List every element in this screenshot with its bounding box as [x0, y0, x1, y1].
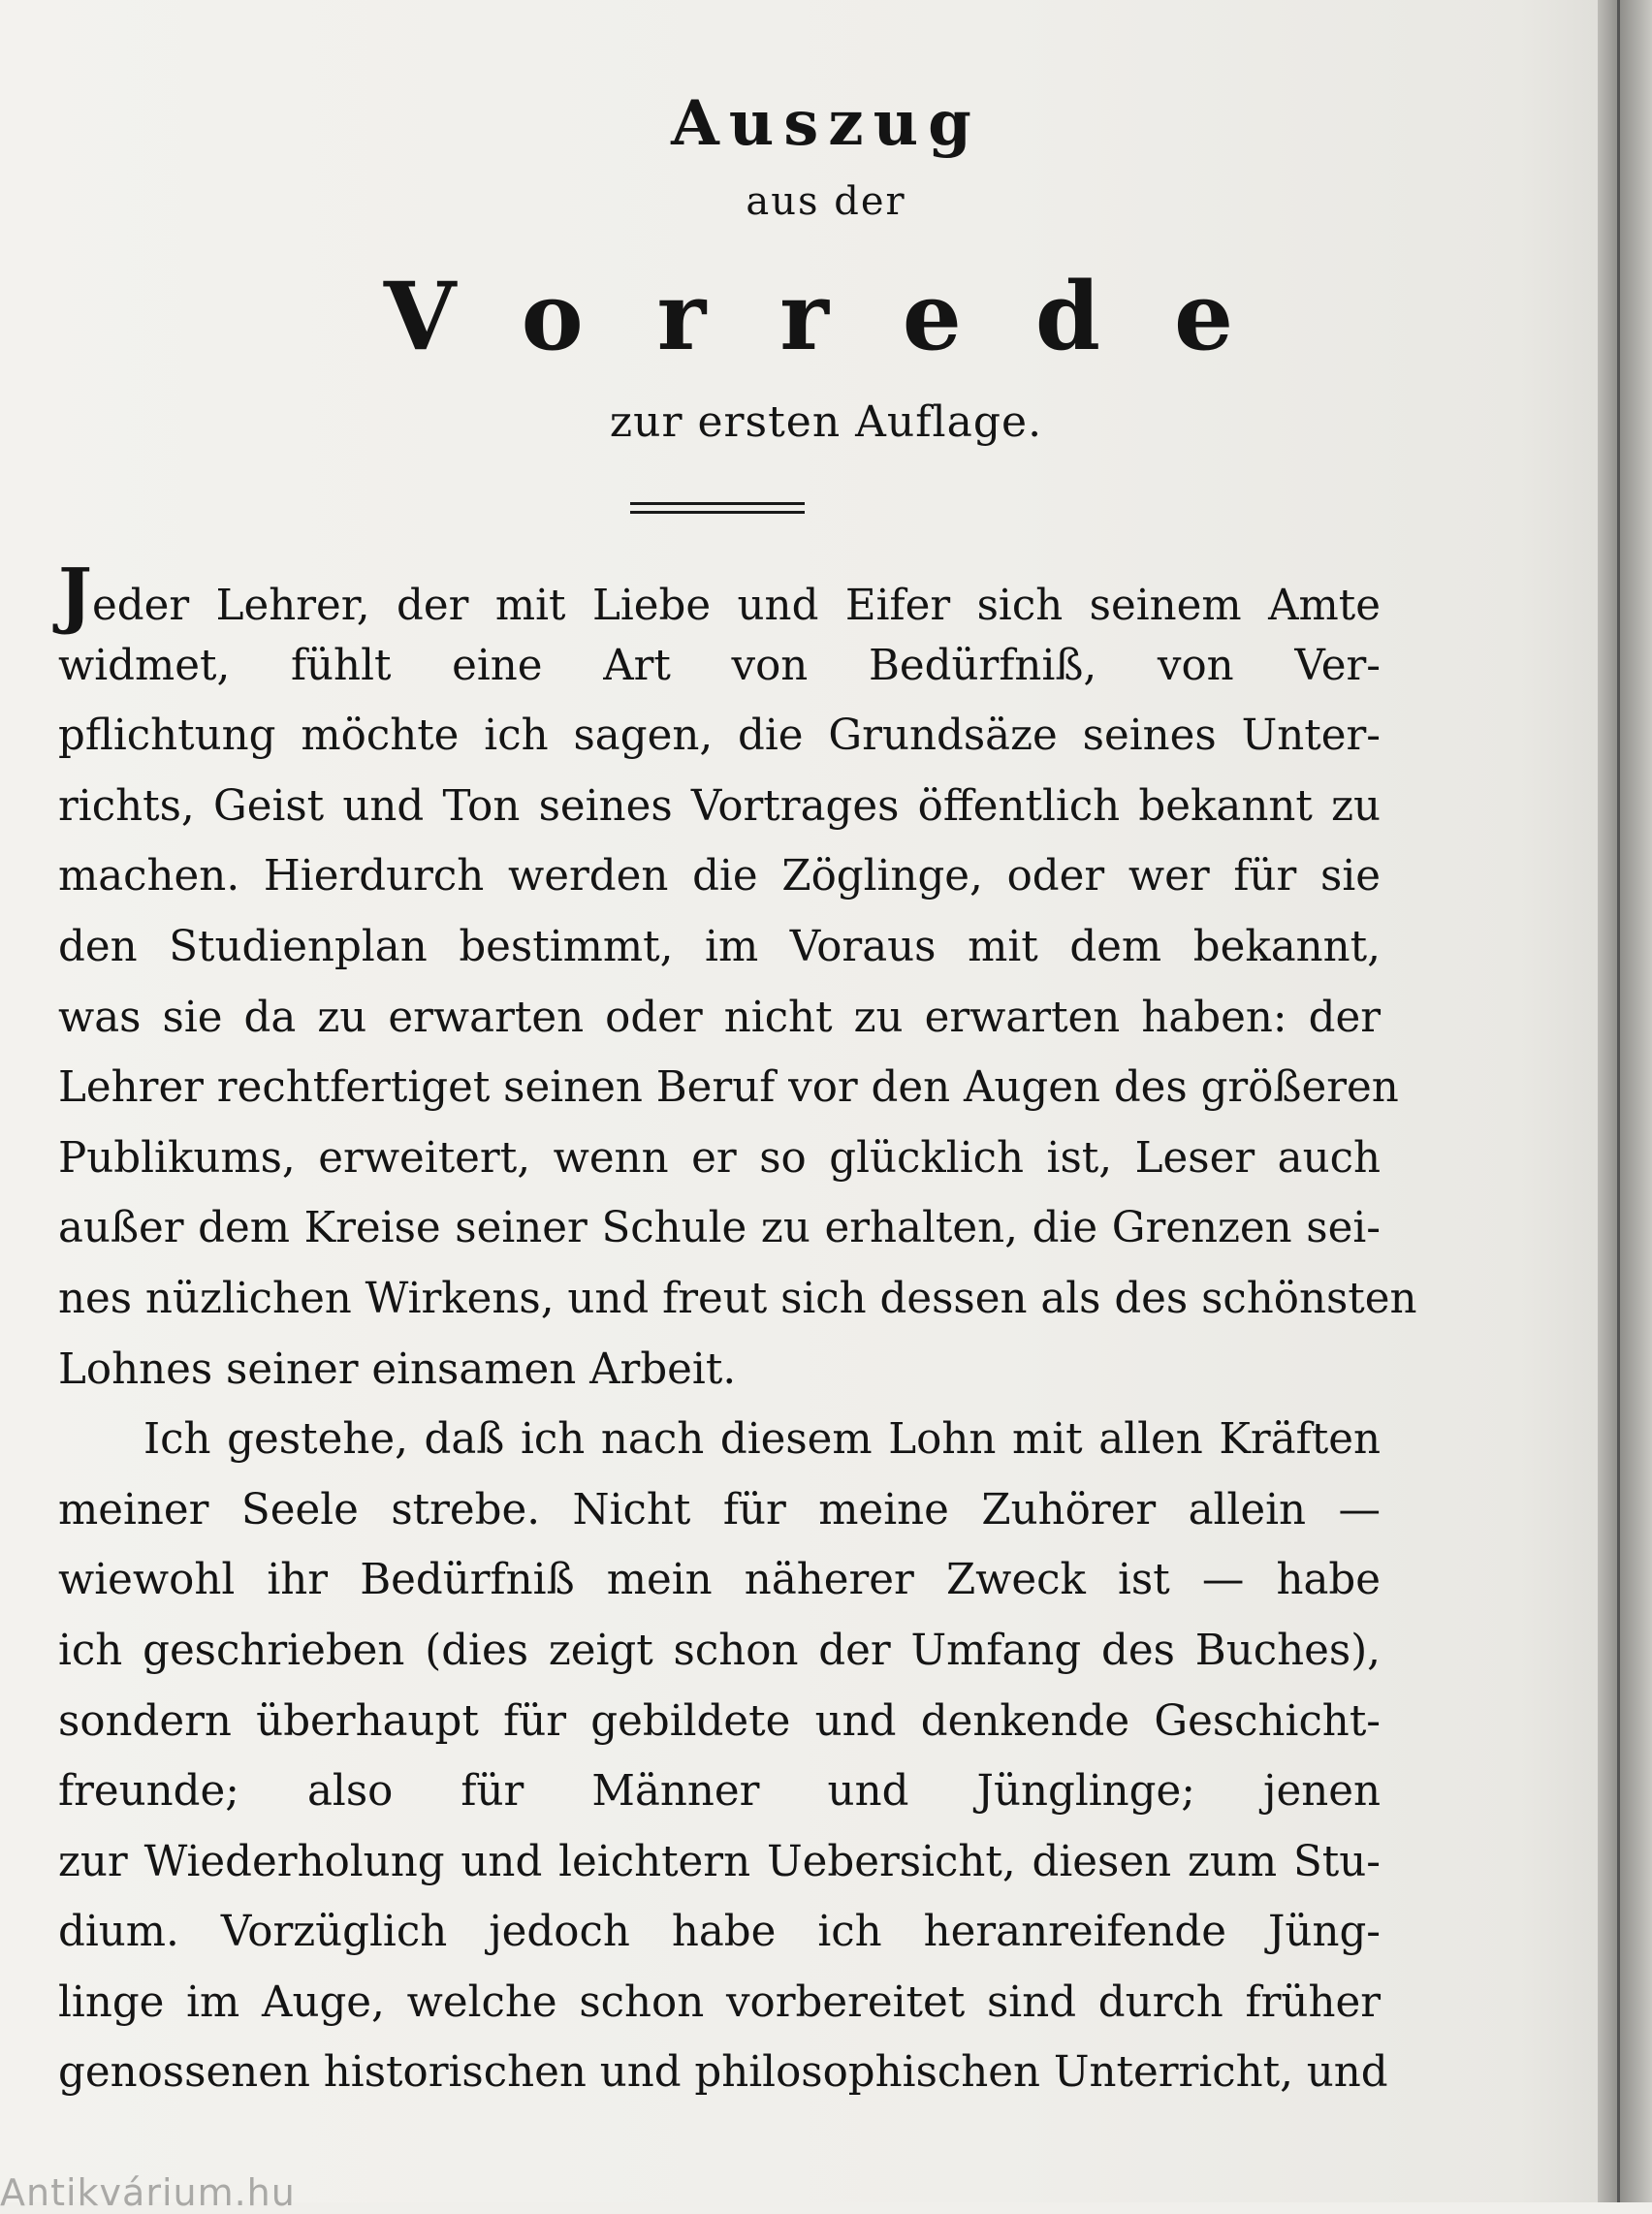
text-line: freunde; also für Männer und Jünglinge; jenen: [58, 1767, 1381, 1817]
text-line: meiner Seele strebe. Nicht für meine Zuhörer allein —: [58, 1485, 1381, 1534]
text-line: [58, 554, 1381, 637]
dropcap: J: [58, 554, 93, 637]
heading-subtitle: aus der: [746, 179, 906, 224]
text-line: Lehrer rechtfertiget seinen Beruf vor den Augen des größeren: [58, 1063, 1399, 1113]
text-line: machen. Hierdurch werden die Zöglinge, oder wer für sie: [58, 852, 1381, 901]
text-line: zur Wiederholung und leichtern Uebersicht, diesen zum Stu-: [58, 1837, 1381, 1886]
text-line: nes nüzlichen Wirkens, und freut sich dessen als des schönsten: [58, 1274, 1417, 1323]
text-line: pflichtung möchte ich sagen, die Grundsäze seines Unter-: [58, 712, 1381, 761]
text-line: Publikums, erweitert, wenn er so glücklich ist, Leser auch: [58, 1133, 1381, 1183]
heading-title: Auszug: [671, 87, 981, 160]
text-line: dium. Vorzüglich jedoch habe ich heranreifende Jüng-: [58, 1908, 1381, 1957]
text-line: den Studienplan bestimmt, im Voraus mit dem bekannt,: [58, 922, 1381, 971]
text-line: wiewohl ihr Bedürfniß mein näherer Zweck ist — habe: [58, 1556, 1381, 1605]
text-line: genossenen historischen und philosophischen Unterricht, und: [58, 2048, 1388, 2098]
text-line: richts, Geist und Ton seines Vortrages öffentlich bekannt zu: [58, 781, 1381, 831]
heading-subtitle-edition: zur ersten Auflage.: [609, 397, 1043, 447]
heading-title-large: Vorrede: [383, 262, 1308, 371]
text-line: Ich gestehe, daß ich nach diesem Lohn mit allen Kräften: [143, 1415, 1381, 1465]
text-line: linge im Auge, welche schon vorbereitet sind durch früher: [58, 1977, 1381, 2027]
text-line: außer dem Kreise seiner Schule zu erhalten, die Grenzen sei-: [58, 1204, 1381, 1253]
watermark: Antikvárium.hu: [0, 2171, 296, 2214]
text-line: ich geschrieben (dies zeigt schon der Umfang des Buches),: [58, 1626, 1381, 1675]
text-line-content: eder Lehrer, der mit Liebe und Eifer sich seinem Amte: [92, 582, 1381, 630]
heading-divider: [630, 502, 805, 514]
text-line: widmet, fühlt eine Art von Bedürfniß, von Ver-: [58, 641, 1381, 690]
text-line: was sie da zu erwarten oder nicht zu erwarten haben: der: [58, 993, 1381, 1042]
text-line: sondern überhaupt für gebildete und denkende Geschicht-: [58, 1696, 1381, 1746]
text-line: Lohnes seiner einsamen Arbeit.: [58, 1344, 737, 1394]
body-text: [58, 554, 1417, 2108]
